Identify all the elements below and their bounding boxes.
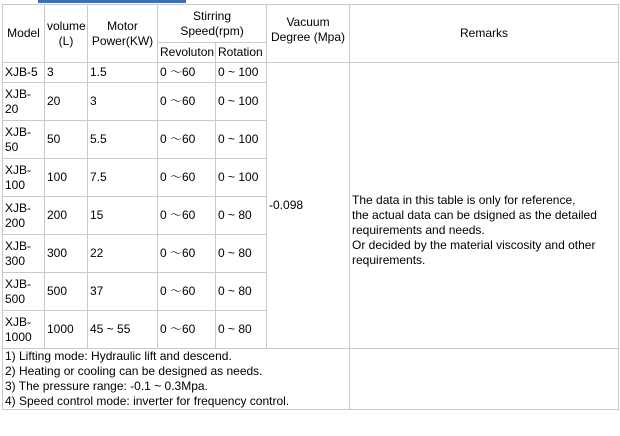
cell-volume: 50 (45, 121, 88, 159)
note-line: 1) Lifting mode: Hydraulic lift and descend. (5, 349, 232, 363)
cell-rotation: 0 ~ 100 (216, 63, 267, 83)
header-volume-line1: volume (47, 18, 86, 33)
remarks-line: Or decided by the material viscosity and other (352, 238, 596, 252)
cell-power: 37 (88, 273, 158, 311)
cell-revolution: 0 ～60 (158, 197, 216, 235)
note-line: 4) Speed control mode: inverter for frequency control. (5, 394, 290, 408)
header-power (88, 5, 158, 63)
cell-rotation: 0 ~ 80 (216, 235, 267, 273)
cell-model: XJB-20 (3, 83, 45, 121)
header-volume-line2: (L) (58, 33, 74, 48)
cell-model: XJB-300 (3, 235, 45, 273)
cell-rotation: 0 ~ 80 (216, 197, 267, 235)
cell-power: 1.5 (88, 63, 158, 83)
notes-empty-cell (350, 349, 619, 410)
cell-power: 3 (88, 83, 158, 121)
cell-volume: 3 (45, 63, 88, 83)
cell-volume: 1000 (45, 311, 88, 349)
cell-revolution: 0 ～60 (158, 273, 216, 311)
cell-rotation: 0 ~ 100 (216, 83, 267, 121)
cell-revolution: 0 ～60 (158, 83, 216, 121)
cell-model: XJB-500 (3, 273, 45, 311)
header-row (3, 5, 619, 43)
cell-power: 15 (88, 197, 158, 235)
remarks-line: The data in this table is only for reference, (352, 193, 576, 207)
header-stirring-line1: Stirring (193, 8, 232, 23)
header-rotation: Rotation (216, 43, 267, 63)
cell-volume: 200 (45, 197, 88, 235)
header-stirring-line2: Speed(rpm) (180, 23, 244, 38)
cell-volume: 100 (45, 159, 88, 197)
header-power-line2: Power(KW) (91, 33, 154, 48)
spec-table (2, 4, 619, 410)
header-power-line1: Motor (107, 18, 138, 33)
cell-volume: 300 (45, 235, 88, 273)
header-revolution: Revoluton (158, 43, 216, 63)
cell-volume: 500 (45, 273, 88, 311)
notes-row (3, 349, 619, 410)
cell-rotation: 0 ~ 80 (216, 311, 267, 349)
remarks-line: requirements and needs. (352, 223, 485, 237)
cell-model: XJB-200 (3, 197, 45, 235)
top-accent-bar (38, 0, 186, 3)
header-model: Model (3, 5, 45, 63)
cell-remarks (350, 63, 619, 349)
remarks-line: requirements. (352, 253, 426, 267)
note-line: 3) The pressure range: -0.1 ~ 0.3Mpa. (5, 379, 208, 393)
cell-revolution: 0 ～60 (158, 235, 216, 273)
notes-cell (3, 349, 350, 410)
cell-rotation: 0 ~ 100 (216, 121, 267, 159)
cell-revolution: 0 ～60 (158, 311, 216, 349)
header-volume (45, 5, 88, 63)
cell-model: XJB-1000 (3, 311, 45, 349)
cell-revolution: 0 ～60 (158, 121, 216, 159)
header-vacuum-line2: Degree (Mpa) (271, 30, 346, 44)
cell-power: 22 (88, 235, 158, 273)
cell-power: 7.5 (88, 159, 158, 197)
cell-model: XJB-5 (3, 63, 45, 83)
cell-power: 5.5 (88, 121, 158, 159)
cell-rotation: 0 ~ 100 (216, 159, 267, 197)
note-line: 2) Heating or cooling can be designed as needs. (5, 364, 263, 378)
cell-model: XJB-100 (3, 159, 45, 197)
header-remarks: Remarks (350, 5, 619, 63)
cell-vacuum: -0.098 (267, 63, 350, 349)
cell-revolution: 0 ～60 (158, 159, 216, 197)
cell-rotation: 0 ~ 80 (216, 273, 267, 311)
cell-revolution: 0 ～60 (158, 63, 216, 83)
cell-volume: 20 (45, 83, 88, 121)
cell-power: 45 ~ 55 (88, 311, 158, 349)
header-vacuum (267, 5, 350, 63)
remarks-line: the actual data can be dsigned as the detailed (352, 208, 597, 222)
cell-model: XJB-50 (3, 121, 45, 159)
header-vacuum-line1: Vacuum (286, 15, 330, 29)
header-stirring (158, 5, 267, 43)
table-row (3, 63, 619, 83)
